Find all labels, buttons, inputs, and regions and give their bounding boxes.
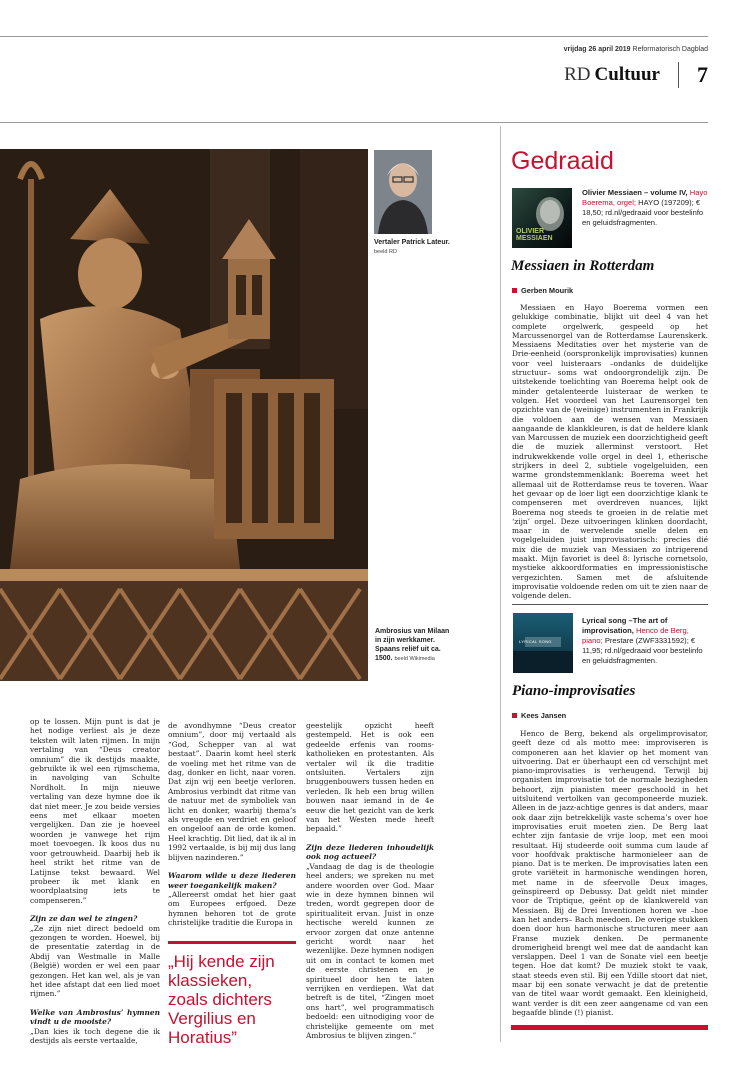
cd-cover-messiaen	[512, 188, 572, 248]
sidebar-divider	[500, 126, 501, 1042]
main-photo-credit: beeld Wikimedia	[394, 656, 435, 662]
article-paragraph: „Ze zijn niet direct bedoeld om gezongen te worden. Hoewel, bij de presentatie zaterdag in de Abdij van Westmalle in Malle (België) worden er wel een paar gezongen. Het kan wel, als je van het idee afstapt dat een lied moet rijmen.”	[30, 923, 160, 999]
cd-title: Lyrical song –The art of improvisation,	[582, 616, 668, 635]
dateline	[564, 46, 708, 53]
cd-performer: Hayo Boerema, orgel;	[582, 188, 708, 207]
section-header	[564, 62, 708, 88]
header-rule	[0, 122, 708, 123]
article-paragraph: geestelijk opzicht heeft gestempeld. Het is ook een gedeelde erfenis van rooms-katholieken en protestanten. Als vertaler wil ik die traditie ontsluiten. Vertalers zijn bruggenbouwers tussen heden en verleden. Ik heb een brug willen bouwen naar iemand in de 4e eeuw die het gezicht van de kerk van het Westen mede heeft bepaald.”	[306, 721, 434, 834]
page-number: 7	[697, 62, 708, 87]
sidebar-title: Gedraaid	[511, 147, 614, 175]
main-photo	[0, 149, 368, 681]
portrait-photo	[374, 150, 432, 234]
pull-quote-text: „Hij kende zijn klassieken, zoals dichters Vergilius en Horatius”	[168, 952, 275, 1047]
article-paragraph: „Vandaag de dag is de theologie heel anders; we spreken nu met andere woorden over God. Maar wie in deze hymnen binnen wil treden, wordt gegrepen door de spiritualiteit ervan. Juist in onze hectische wereld kunnen ze ervoor zorgen dat onze antenne gericht wordt naar het wezenlijke. Deze hymnen nodigen uit om in contact te komen met de eerste christenen en je spiritueel door hen te laten verrijken en verdiepen. Wat dat betreft is de titel, “Zingen moet ons hart”, wel programmatisch bedoeld: een uitnodiging voor de christelijke gemeente om met Ambrosius te blijven zingen.”	[306, 861, 434, 1040]
interview-question: Waarom wilde u deze liederen weer toegankelijk maken?	[168, 871, 296, 890]
cd-details: HAYO (197209); € 18,50; rd.nl/gedraaid voor bestelinfo en geluidsfragmenten.	[582, 198, 704, 227]
author-name: Kees Jansen	[521, 711, 567, 720]
cd-performer: Henco de Berg, piano;	[582, 626, 689, 645]
pull-quote-rule	[168, 941, 296, 944]
review-title-piano: Piano-improvisaties	[512, 683, 636, 699]
article-column-2	[168, 721, 296, 928]
review-body-piano: Henco de Berg, bekend als orgelimprovisator, geeft deze cd als motto mee: improviseren is componeren aan het klavier op het moment van uitvoering. Dat er überhaupt een cd verschijnt met piano-improvisaties is verheugend. Terwijl bij organisten improvisatie tot de normale bezigheden behoort, zijn pianisten meer geschoold in het uitsluitend vertolken van gecomponeerde muziek. Alleen in de jazz-achtige genres is dat anders, maar ook daar zijn betrekkelijk vaste schema’s over hoe improvisaties eruit moeten zien. De Berg laat echter zijn fantasie de vrije loop, met een mooi resultaat. Hij studeerde ooit summa cum laude af voor hoofdvak praktische harmonieleer aan de piano. Dat is te merken. De improvisaties laten een grote variëteit in harmonische wendingen horen, met name in de sfeervolle Deux images, geïnspireerd op Debussy. Dat geldt niet minder voor de Triptique, geënt op de klankwereld van Messiaen. Bij de Drei Inventionen horen we –hoe kan het anders– Bach meedoen. De overige stukken doen door hun harmonische structuren meer aan Franse muziek denken. De permanente dromerigheid brengt wel mee dat de aandacht kan verslappen. Deel 1 van de Sonate viel een beetje tegen. Hoe dat komt? De muziek stokt te vaak, staat steeds even stil. Bij een Ydille stoort dat niet, maar bij een sonate verwacht je dat de pretentie van de titel waar wordt gemaakt. Een kleinigheid, want verder is dit een zeer aangename cd van een begaafde blinde (!) pianist.	[512, 729, 708, 1017]
portrait-credit: beeld RD	[374, 249, 397, 255]
main-photo-caption-text: Ambrosius van Milaan in zijn werkkamer. Spaans reliëf uit ca. 1500.	[375, 628, 450, 662]
interview-question: Welke van Ambrosius’ hymnen vindt u de mooiste?	[30, 1007, 160, 1027]
header-divider	[678, 62, 679, 88]
article-paragraph: „Dan kies ik toch degene die ik destijds als eerste vertaalde,	[30, 1026, 160, 1045]
portrait-illustration	[374, 150, 432, 234]
portrait-caption	[374, 238, 450, 257]
cd-details: Prestare (ZWF3331592); € 11,95; rd.nl/gedraaid voor bestelinfo en geluidsfragmenten.	[582, 636, 703, 665]
top-rule	[0, 36, 708, 37]
byline-marker	[512, 288, 517, 293]
cd-cover-lyrical-song	[513, 613, 573, 673]
portrait-caption-text: Vertaler Patrick Lateur.	[374, 239, 450, 246]
article-column-1	[30, 717, 160, 1045]
article-column-3	[306, 721, 434, 1040]
cd-info-messiaen	[582, 188, 710, 228]
rd-label: RD	[564, 64, 591, 85]
newspaper-name: Reformatorisch Dagblad	[632, 46, 708, 53]
cd-cover-title: OLIVIER MESSIAEN	[516, 228, 553, 242]
relief-illustration	[0, 149, 368, 681]
interview-question: Zijn deze liederen inhoudelijk ook nog actueel?	[306, 842, 434, 862]
main-photo-caption	[375, 627, 457, 664]
date: vrijdag 26 april 2019	[563, 46, 631, 53]
review-title-messiaen: Messiaen in Rotterdam	[511, 258, 655, 274]
cd-title: Olivier Messiaen – volume IV,	[582, 188, 688, 197]
cd-cover-title: LYRICAL SONG	[519, 639, 552, 644]
review-byline-piano	[512, 711, 566, 720]
author-name: Gerben Mourik	[521, 286, 574, 295]
review-body-messiaen: Messiaen en Hayo Boerema vormen een gelukkige combinatie, blijkt uit deel 4 van het complete orgelwerk, gespeeld op het Marcussenorgel van de Rotterdamse Laurenskerk. Messiaens Meditaties over het mysterie van de Drie-eenheid (oorspronkelijk improvisaties) kunnen voor veel luisteraars –ondanks de duidelijke structuur– soms wat ondoorgrondelijk zijn. De uitstekende toelichting van Boerema helpt ook de minder getalenteerde luisteraar de werken te volgen. Het voordeel van het Laurensorgel ten opzichte van de (weinige) instrumenten in Frankrijk die voldoen aan de wensen van Messiaen aangaande de klankkleuren, is dat de heldere klank van Marcussen de muziek een doorzichtigheid geeft die de muziek allerminst verstoort. Het indrukwekkende volle orgel in deel 1, etherische strijkers in deel 2, subtiele vogelgeluiden, een warme grondstemmenklank: Boerema weet het allemaal uit de Rotterdamse reus te toveren. Waar het gevaar op de loer ligt een doorzichtige klank te compenseren met overdreven nuances, lijkt Boerema nog steeds te groeien in de relatie met ‘zijn’ orgel. Deze uitvoeringen klinken doordacht, maar in de wervelende snelle delen en vogelgeluiden juist improvisatorisch: precies dié mix die de muziek van Messiaen zo intrigerend maakt. Mijn favoriet is deel 8: lyrische cornetsolo, mystieke akkoordformaties en impressionistische vergezichten. Samen met de afsluitende improvisatie voldoende reden om uit te zien naar de volgende delen.	[512, 303, 708, 601]
article-paragraph: op te lossen. Mijn punt is dat je het nodige verliest als je deze teksten wilt laten rijmen. In mijn vertaling van “Deus creator omnium” die ik destijds maakte, gebruikte ik wel een rijmschema, in navolging van Schulte Nordholt. In mijn nieuwe vertaling van deze hymne doe ik dat niet meer. Je zou beide versies eens met elkaar moeten vergelijken. Dan zie je hoeveel woorden je vanwege het rijm moet toevoegen. Ik koos dus nu voor getrouwheid. Daarbij heb ik heel strikt het ritme van de Latijnse tekst bewaard. Wel probeer ik met klank en woordplaatsing iets te compenseren.”	[30, 717, 160, 905]
article-paragraph: „Allereerst omdat het hier gaat om Europees erfgoed. Deze hymnen behoren tot de grote christelijke traditie die Europa in	[168, 889, 296, 928]
pull-quote	[168, 941, 296, 1047]
article-paragraph: de avondhymne “Deus creator omnium”, door mij vertaald als “God, Schepper van al wat bestaat”. Daarin komt heel sterk de voeling met het ritme van de dag, donker en licht, naar voren. Dat zijn wij een beetje verloren. Ambrosius verbindt dat ritme van de natuur met de symboliek van licht en donker, waarbij thema’s als vreugde en verdriet en geloof en ongeloof aan de orde komen. Heel krachtig. Dit lied, dat ik al in 1992 vertaalde, is bij mij dus lang blijven nazinderen.”	[168, 721, 297, 862]
bottom-accent-bar	[511, 1025, 708, 1030]
cd-info-lyrical-song	[582, 616, 710, 666]
review-byline-messiaen	[512, 286, 573, 295]
byline-marker	[512, 713, 517, 718]
interview-question: Zijn ze dan wel te zingen?	[30, 914, 138, 924]
review-separator	[512, 604, 708, 605]
section-name: Cultuur	[594, 64, 660, 85]
